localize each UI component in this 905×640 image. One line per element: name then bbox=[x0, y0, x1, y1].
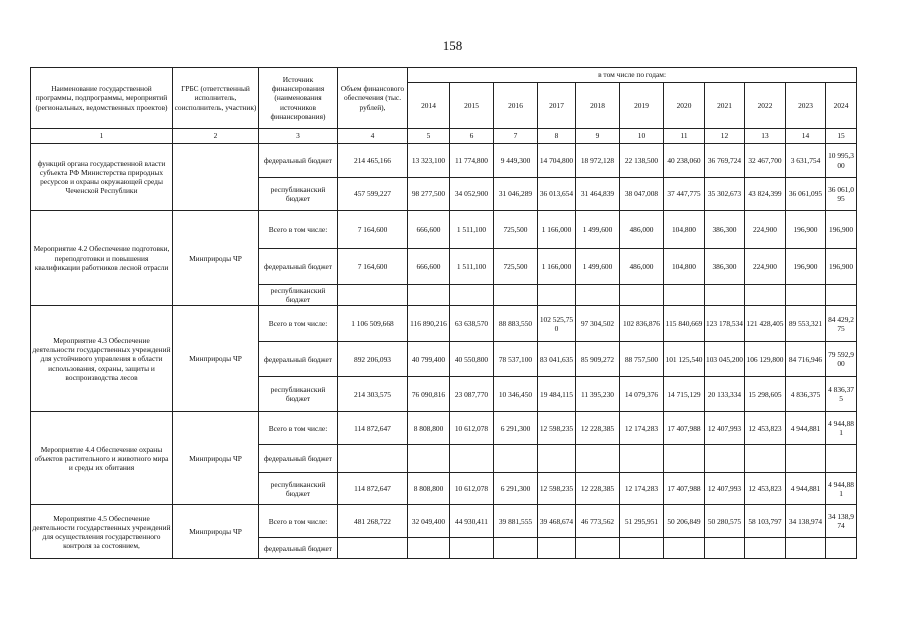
year-amount: 10 995,300 bbox=[826, 144, 857, 178]
year-amount: 36 061,095 bbox=[786, 178, 826, 211]
year-amount: 116 890,216 bbox=[408, 306, 450, 342]
year-amount: 36 061,095 bbox=[826, 178, 857, 211]
year-amount: 39 881,555 bbox=[494, 505, 538, 538]
year-amount: 102 525,750 bbox=[538, 306, 576, 342]
column-number: 5 bbox=[408, 129, 450, 144]
header-year: 2016 bbox=[494, 83, 538, 129]
year-amount bbox=[745, 538, 786, 559]
year-amount: 8 808,800 bbox=[408, 412, 450, 445]
year-amount: 12 453,823 bbox=[745, 412, 786, 445]
year-amount: 101 125,540 bbox=[664, 342, 705, 377]
year-amount: 666,600 bbox=[408, 249, 450, 285]
year-amount: 123 178,534 bbox=[705, 306, 745, 342]
year-amount bbox=[664, 285, 705, 306]
header-year: 2024 bbox=[826, 83, 857, 129]
year-amount bbox=[408, 538, 450, 559]
year-amount: 78 537,100 bbox=[494, 342, 538, 377]
funding-source: Всего в том числе: bbox=[259, 211, 338, 249]
column-number: 15 bbox=[826, 129, 857, 144]
year-amount: 196,900 bbox=[786, 249, 826, 285]
column-number: 3 bbox=[259, 129, 338, 144]
year-amount: 79 592,900 bbox=[826, 342, 857, 377]
year-amount: 486,000 bbox=[620, 211, 664, 249]
header-year: 2017 bbox=[538, 83, 576, 129]
year-amount: 31 046,289 bbox=[494, 178, 538, 211]
year-amount: 104,800 bbox=[664, 211, 705, 249]
year-amount: 725,500 bbox=[494, 249, 538, 285]
year-amount: 40 238,060 bbox=[664, 144, 705, 178]
year-amount: 12 174,283 bbox=[620, 473, 664, 505]
year-amount: 22 138,500 bbox=[620, 144, 664, 178]
year-amount bbox=[494, 538, 538, 559]
year-amount: 9 449,300 bbox=[494, 144, 538, 178]
year-amount: 88 757,500 bbox=[620, 342, 664, 377]
year-amount: 85 909,272 bbox=[576, 342, 620, 377]
year-amount bbox=[450, 285, 494, 306]
year-amount: 121 428,405 bbox=[745, 306, 786, 342]
year-amount: 39 468,674 bbox=[538, 505, 576, 538]
year-amount: 224,900 bbox=[745, 211, 786, 249]
year-amount: 34 052,900 bbox=[450, 178, 494, 211]
year-amount bbox=[705, 285, 745, 306]
grbs-cell: Минприроды ЧР bbox=[173, 505, 259, 559]
year-amount: 196,900 bbox=[826, 211, 857, 249]
year-amount: 10 612,078 bbox=[450, 412, 494, 445]
total-amount: 457 599,227 bbox=[338, 178, 408, 211]
activity-name: Мероприятие 4.4 Обеспечение охраны объектов растительного и животного мира и среды их обитания bbox=[31, 412, 173, 505]
funding-source: федеральный бюджет bbox=[259, 445, 338, 473]
year-amount bbox=[494, 445, 538, 473]
header-years-caption: в том числе по годам: bbox=[408, 68, 857, 83]
year-amount: 12 407,993 bbox=[705, 473, 745, 505]
activity-name: функций органа государственной власти субъекта РФ Министерства природных ресурсов и охраны окружающей среды Чеченской Республики bbox=[31, 144, 173, 211]
column-number: 6 bbox=[450, 129, 494, 144]
year-amount: 44 930,411 bbox=[450, 505, 494, 538]
header-name: Наименование государственной программы, подпрограммы, мероприятий (региональных, ведомственных проектов) bbox=[31, 68, 173, 129]
year-amount: 386,300 bbox=[705, 211, 745, 249]
year-amount bbox=[576, 285, 620, 306]
year-amount: 4 836,375 bbox=[826, 377, 857, 412]
header-year: 2023 bbox=[786, 83, 826, 129]
year-amount: 40 550,800 bbox=[450, 342, 494, 377]
grbs-cell: Минприроды ЧР bbox=[173, 211, 259, 306]
funding-source: федеральный бюджет bbox=[259, 144, 338, 178]
year-amount: 23 087,770 bbox=[450, 377, 494, 412]
total-amount bbox=[338, 285, 408, 306]
total-amount: 7 164,600 bbox=[338, 211, 408, 249]
year-amount: 19 484,115 bbox=[538, 377, 576, 412]
year-amount: 36 013,654 bbox=[538, 178, 576, 211]
year-amount: 12 598,235 bbox=[538, 412, 576, 445]
year-amount: 10 346,450 bbox=[494, 377, 538, 412]
funding-source: республиканский бюджет bbox=[259, 285, 338, 306]
header-year: 2018 bbox=[576, 83, 620, 129]
year-amount: 83 041,635 bbox=[538, 342, 576, 377]
year-amount bbox=[408, 445, 450, 473]
year-amount: 32 049,400 bbox=[408, 505, 450, 538]
table-row bbox=[31, 306, 857, 342]
column-number: 10 bbox=[620, 129, 664, 144]
year-amount: 97 304,502 bbox=[576, 306, 620, 342]
total-amount: 114 872,647 bbox=[338, 473, 408, 505]
table-row bbox=[31, 144, 857, 178]
year-amount: 31 464,839 bbox=[576, 178, 620, 211]
column-number: 13 bbox=[745, 129, 786, 144]
year-amount: 17 407,988 bbox=[664, 412, 705, 445]
year-amount bbox=[745, 445, 786, 473]
total-amount bbox=[338, 445, 408, 473]
year-amount: 6 291,300 bbox=[494, 473, 538, 505]
column-numbers-row bbox=[31, 129, 857, 144]
year-amount: 1 166,000 bbox=[538, 211, 576, 249]
year-amount: 6 291,300 bbox=[494, 412, 538, 445]
year-amount bbox=[538, 445, 576, 473]
year-amount bbox=[705, 538, 745, 559]
year-amount: 666,600 bbox=[408, 211, 450, 249]
header-grbs: ГРБС (ответственный исполнитель, соисполнитель, участник) bbox=[173, 68, 259, 129]
year-amount: 12 453,823 bbox=[745, 473, 786, 505]
year-amount: 12 228,385 bbox=[576, 473, 620, 505]
year-amount: 36 769,724 bbox=[705, 144, 745, 178]
year-amount: 84 716,946 bbox=[786, 342, 826, 377]
year-amount: 63 638,570 bbox=[450, 306, 494, 342]
year-amount bbox=[538, 285, 576, 306]
header-year: 2022 bbox=[745, 83, 786, 129]
year-amount: 1 511,100 bbox=[450, 211, 494, 249]
year-amount: 11 395,230 bbox=[576, 377, 620, 412]
year-amount: 11 774,800 bbox=[450, 144, 494, 178]
year-amount: 89 553,321 bbox=[786, 306, 826, 342]
year-amount: 13 323,100 bbox=[408, 144, 450, 178]
year-amount: 3 631,754 bbox=[786, 144, 826, 178]
column-number: 14 bbox=[786, 129, 826, 144]
year-amount: 35 302,673 bbox=[705, 178, 745, 211]
total-amount bbox=[338, 538, 408, 559]
year-amount: 106 129,800 bbox=[745, 342, 786, 377]
funding-source: Всего в том числе: bbox=[259, 306, 338, 342]
year-amount bbox=[620, 445, 664, 473]
column-number: 4 bbox=[338, 129, 408, 144]
funding-source: республиканский бюджет bbox=[259, 473, 338, 505]
year-amount bbox=[408, 285, 450, 306]
year-amount bbox=[450, 445, 494, 473]
year-amount: 224,900 bbox=[745, 249, 786, 285]
year-amount: 4 944,881 bbox=[786, 473, 826, 505]
activity-name: Мероприятие 4.5 Обеспечение деятельности государственных учреждений для осуществления государственного контроля за состоянием, bbox=[31, 505, 173, 559]
year-amount bbox=[576, 538, 620, 559]
year-amount: 43 824,399 bbox=[745, 178, 786, 211]
year-amount bbox=[450, 538, 494, 559]
header-year: 2014 bbox=[408, 83, 450, 129]
year-amount bbox=[705, 445, 745, 473]
year-amount bbox=[786, 538, 826, 559]
year-amount: 10 612,078 bbox=[450, 473, 494, 505]
header-year: 2020 bbox=[664, 83, 705, 129]
funding-source: федеральный бюджет bbox=[259, 538, 338, 559]
year-amount: 32 467,700 bbox=[745, 144, 786, 178]
year-amount bbox=[576, 445, 620, 473]
grbs-cell bbox=[173, 144, 259, 211]
year-amount: 20 133,334 bbox=[705, 377, 745, 412]
total-amount: 1 106 509,668 bbox=[338, 306, 408, 342]
total-amount: 114 872,647 bbox=[338, 412, 408, 445]
year-amount: 12 598,235 bbox=[538, 473, 576, 505]
year-amount: 486,000 bbox=[620, 249, 664, 285]
year-amount: 50 280,575 bbox=[705, 505, 745, 538]
year-amount: 4 944,881 bbox=[826, 412, 857, 445]
year-amount: 196,900 bbox=[826, 249, 857, 285]
year-amount: 14 704,800 bbox=[538, 144, 576, 178]
header-year: 2021 bbox=[705, 83, 745, 129]
header-year: 2015 bbox=[450, 83, 494, 129]
funding-source: Всего в том числе: bbox=[259, 412, 338, 445]
table-row bbox=[31, 412, 857, 445]
year-amount: 14 715,129 bbox=[664, 377, 705, 412]
year-amount: 12 228,385 bbox=[576, 412, 620, 445]
year-amount: 103 045,200 bbox=[705, 342, 745, 377]
year-amount bbox=[826, 285, 857, 306]
activity-name: Мероприятие 4.2 Обеспечение подготовки, переподготовки и повышения квалификации работников лесной отрасли bbox=[31, 211, 173, 306]
year-amount: 1 499,600 bbox=[576, 249, 620, 285]
year-amount bbox=[664, 538, 705, 559]
column-number: 1 bbox=[31, 129, 173, 144]
year-amount: 115 840,669 bbox=[664, 306, 705, 342]
column-number: 9 bbox=[576, 129, 620, 144]
funding-source: республиканский бюджет bbox=[259, 377, 338, 412]
year-amount: 102 836,876 bbox=[620, 306, 664, 342]
year-amount: 1 499,600 bbox=[576, 211, 620, 249]
year-amount: 46 773,562 bbox=[576, 505, 620, 538]
year-amount: 12 174,283 bbox=[620, 412, 664, 445]
column-number: 7 bbox=[494, 129, 538, 144]
year-amount bbox=[786, 445, 826, 473]
year-amount bbox=[620, 285, 664, 306]
year-amount: 88 883,550 bbox=[494, 306, 538, 342]
total-amount: 892 206,093 bbox=[338, 342, 408, 377]
header-year: 2019 bbox=[620, 83, 664, 129]
header-total: Объем финансового обеспечения (тыс. рублей), bbox=[338, 68, 408, 129]
year-amount bbox=[494, 285, 538, 306]
year-amount: 12 407,993 bbox=[705, 412, 745, 445]
grbs-cell: Минприроды ЧР bbox=[173, 412, 259, 505]
funding-source: Всего в том числе: bbox=[259, 505, 338, 538]
year-amount: 37 447,775 bbox=[664, 178, 705, 211]
year-amount: 18 972,128 bbox=[576, 144, 620, 178]
year-amount: 386,300 bbox=[705, 249, 745, 285]
page-number: 158 bbox=[442, 38, 463, 53]
grbs-cell: Минприроды ЧР bbox=[173, 306, 259, 412]
total-amount: 481 268,722 bbox=[338, 505, 408, 538]
year-amount: 196,900 bbox=[786, 211, 826, 249]
column-number: 11 bbox=[664, 129, 705, 144]
header-source: Источник финансирования (наименования источников финансирования) bbox=[259, 68, 338, 129]
year-amount: 725,500 bbox=[494, 211, 538, 249]
funding-source: федеральный бюджет bbox=[259, 249, 338, 285]
funding-source: республиканский бюджет bbox=[259, 178, 338, 211]
year-amount: 4 836,375 bbox=[786, 377, 826, 412]
year-amount: 14 079,376 bbox=[620, 377, 664, 412]
header-row bbox=[31, 68, 857, 83]
year-amount: 1 166,000 bbox=[538, 249, 576, 285]
year-amount bbox=[826, 538, 857, 559]
year-amount: 34 138,974 bbox=[786, 505, 826, 538]
year-amount bbox=[664, 445, 705, 473]
year-amount: 84 429,275 bbox=[826, 306, 857, 342]
year-amount bbox=[745, 285, 786, 306]
column-number: 12 bbox=[705, 129, 745, 144]
year-amount: 4 944,881 bbox=[826, 473, 857, 505]
year-amount bbox=[538, 538, 576, 559]
year-amount bbox=[826, 445, 857, 473]
year-amount: 34 138,974 bbox=[826, 505, 857, 538]
year-amount: 17 407,988 bbox=[664, 473, 705, 505]
funding-source: федеральный бюджет bbox=[259, 342, 338, 377]
year-amount: 58 103,797 bbox=[745, 505, 786, 538]
year-amount: 8 808,800 bbox=[408, 473, 450, 505]
table-row bbox=[31, 505, 857, 538]
year-amount: 15 298,605 bbox=[745, 377, 786, 412]
activity-name: Мероприятие 4.3 Обеспечение деятельности государственных учреждений для устойчивого управления в области использования, охраны, защиты и воспроизводства лесов bbox=[31, 306, 173, 412]
total-amount: 214 465,166 bbox=[338, 144, 408, 178]
year-amount: 40 799,400 bbox=[408, 342, 450, 377]
year-amount: 98 277,500 bbox=[408, 178, 450, 211]
year-amount: 76 090,816 bbox=[408, 377, 450, 412]
year-amount: 50 206,849 bbox=[664, 505, 705, 538]
column-number: 8 bbox=[538, 129, 576, 144]
year-amount: 51 295,951 bbox=[620, 505, 664, 538]
year-amount bbox=[620, 538, 664, 559]
total-amount: 214 303,575 bbox=[338, 377, 408, 412]
budget-table bbox=[30, 67, 857, 559]
year-amount: 4 944,881 bbox=[786, 412, 826, 445]
year-amount: 38 047,008 bbox=[620, 178, 664, 211]
year-amount bbox=[786, 285, 826, 306]
column-number: 2 bbox=[173, 129, 259, 144]
table-row bbox=[31, 211, 857, 249]
year-amount: 104,800 bbox=[664, 249, 705, 285]
year-amount: 1 511,100 bbox=[450, 249, 494, 285]
total-amount: 7 164,600 bbox=[338, 249, 408, 285]
